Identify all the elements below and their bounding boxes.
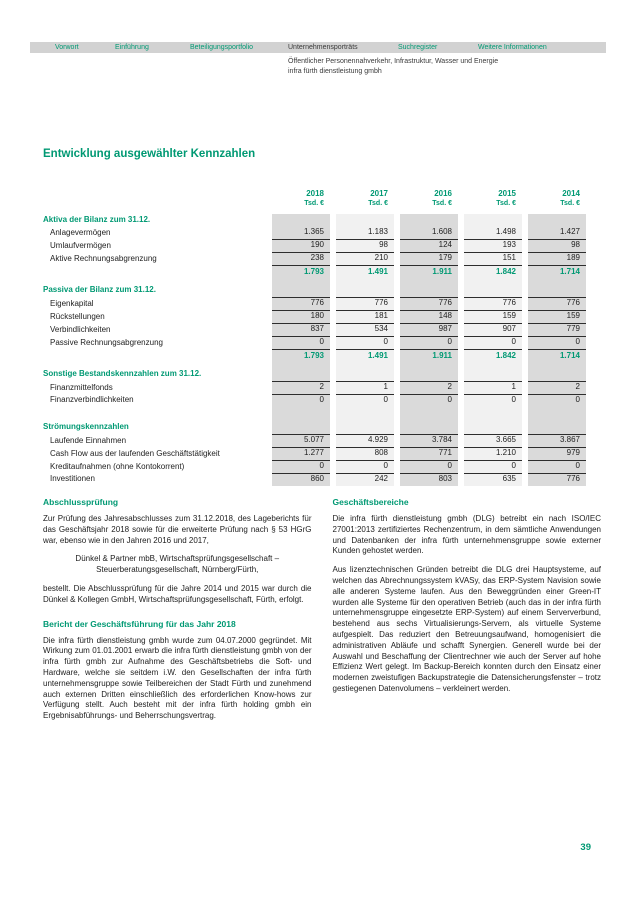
value-cell: 180: [272, 311, 330, 324]
value-cell: 1.427: [528, 227, 586, 240]
row-label: Cash Flow aus der laufenden Geschäftstätigkeit: [50, 449, 220, 458]
heading-bericht-geschaeftsfuehrung: Bericht der Geschäftsführung für das Jahr 2018: [43, 618, 236, 629]
value-cell: [528, 214, 586, 227]
table-row: [43, 474, 586, 486]
page-number: 39: [580, 842, 591, 853]
value-cell: 1.608: [400, 227, 458, 240]
row-label: Rückstellungen: [50, 312, 105, 321]
value-cell: 1.793: [272, 350, 330, 363]
value-cell: 0: [400, 461, 458, 474]
value-cell: 193: [464, 240, 522, 253]
value-cell: 987: [400, 324, 458, 337]
row-label: Investitionen: [50, 474, 95, 483]
table-row: [43, 448, 586, 461]
row-label: [43, 350, 266, 363]
value-cell: 1.183: [336, 227, 394, 240]
value-cell: 1.842: [464, 266, 522, 279]
paragraph: Aus lizenztechnischen Gründen betreibt die DLG drei Hauptsysteme, auf welchen das Abrechnungssystem kVASy, das ERP-System Navision sowie alle anderen Systeme laufen. Aus den Beweggründen einer Green-IT wurden alle Systeme für den operativen Betrieb (auch das in der infra fürth unternehmensgruppe eingesetzte ERP-System) auf einem Serververbund, bestehend aus sechs Virtualisierungs-Servern, als virtuelle Systeme aufgespielt. Das reduziert den Betreuungsaufwand, homogenisiert die administrativen Abläufe und schafft Synergien. Generell wurde bei der Auswahl und Beschaffung der Clientrechner wie auch der Server auf hohe Effizienz Wert gelegt. Im Backup-Bereich konnten durch den Einsatz einer modernen zweistufigen Backupstrategie die Datensicherungsfenster – trotz gestiegenen Datenvolumens – verkleinert werden.: [332, 565, 601, 693]
value-cell: 534: [336, 324, 394, 337]
value-cell: 1.714: [528, 266, 586, 279]
value-cell: 776: [528, 474, 586, 486]
value-cell: 2: [400, 381, 458, 395]
value-cell: 776: [400, 297, 458, 311]
article-column-left: [43, 497, 312, 730]
nav-item-vorwort[interactable]: Vorwort: [55, 44, 79, 51]
table-row: [43, 337, 586, 350]
value-cell: 4.929: [336, 434, 394, 448]
value-cell: 159: [464, 311, 522, 324]
value-cell: 0: [272, 395, 330, 407]
nav-item-einf-hrung[interactable]: Einführung: [115, 44, 149, 51]
heading-abschlusspruefung: Abschlussprüfung: [43, 497, 119, 507]
value-cell: [464, 368, 522, 381]
row-label: Laufende Einnahmen: [50, 436, 127, 445]
value-cell: [400, 284, 458, 297]
value-cell: 837: [272, 324, 330, 337]
context-company: infra fürth dienstleistung gmbh: [288, 68, 382, 75]
table-row: [43, 381, 586, 395]
value-cell: 3.784: [400, 434, 458, 448]
value-cell: 1.714: [528, 350, 586, 363]
row-label: Aktiva der Bilanz zum 31.12.: [43, 215, 151, 224]
value-cell: 1.365: [272, 227, 330, 240]
value-cell: 181: [336, 311, 394, 324]
row-label: Anlagevermögen: [50, 228, 111, 237]
value-cell: 0: [464, 395, 522, 407]
value-cell: 238: [272, 253, 330, 266]
paragraph: Die infra fürth dienstleistung gmbh wurde zum 04.07.2000 gegründet. Mit Wirkung zum 01.01.2001 erwarb die infra fürth dienstleistung gmbh von der infra fürth gmbh zur Aufnahme des Geschäftsbetriebs die Soft- und Hardware, welche sie seitdem i.W. den Gesellschaften der infra fürth unternehmensgruppe sowie Teilbereichen der Stadt Fürth und zunehmend auch externen Dritten einschließlich des erforderlichen Know-hows zur Verfügung stellt. Auch besteht mit der infra fürth holding gmbh ein Ergebnisabführungs- und Beherrschungsvertrag.: [43, 635, 312, 721]
value-cell: 0: [528, 461, 586, 474]
context-category: Öffentlicher Personennahverkehr, Infrastruktur, Wasser und Energie: [288, 58, 499, 65]
value-cell: [336, 214, 394, 227]
value-cell: 0: [464, 337, 522, 350]
row-label: Finanzverbindlichkeiten: [50, 395, 134, 404]
table-row: [43, 311, 586, 324]
row-label: Aktive Rechnungsabgrenzung: [50, 254, 157, 263]
value-cell: 1.491: [336, 266, 394, 279]
value-cell: [464, 284, 522, 297]
row-label: [43, 266, 266, 279]
value-cell: 159: [528, 311, 586, 324]
heading-geschaeftsbereiche: Geschäftsbereiche: [332, 497, 409, 507]
value-cell: 0: [528, 337, 586, 350]
value-cell: 1.498: [464, 227, 522, 240]
articles: [43, 497, 601, 730]
column-header-2014: 2014 Tsd. €: [560, 189, 580, 207]
value-cell: [272, 214, 330, 227]
value-cell: 808: [336, 448, 394, 461]
value-cell: 803: [400, 474, 458, 486]
value-cell: [272, 368, 330, 381]
nav-item-weitere-informationen[interactable]: Weitere Informationen: [478, 44, 547, 51]
top-nav: [30, 42, 606, 53]
table-row: [43, 240, 586, 253]
paragraph: bestellt. Die Abschlussprüfung für die Jahre 2014 und 2015 war durch die Dünkel & Kollegen GmbH, Wirtschaftsprüfungsgesellschaft, Fürth, erfolgt.: [43, 583, 312, 604]
table-row: [43, 461, 586, 474]
value-cell: 3.867: [528, 434, 586, 448]
table-row: [43, 434, 586, 448]
value-cell: 1: [336, 381, 394, 395]
kennzahlen-table: [43, 188, 586, 486]
value-cell: 148: [400, 311, 458, 324]
value-cell: 242: [336, 474, 394, 486]
value-cell: 0: [272, 461, 330, 474]
value-cell: 776: [336, 297, 394, 311]
row-label: Finanzmittelfonds: [50, 383, 113, 392]
column-header-2016: 2016 Tsd. €: [432, 189, 452, 207]
value-cell: 5.077: [272, 434, 330, 448]
value-cell: 1.491: [336, 350, 394, 363]
context-header: [288, 57, 498, 77]
table-row: [43, 324, 586, 337]
table-row: [43, 227, 586, 240]
table-spacer-row: [43, 407, 586, 421]
value-cell: [528, 368, 586, 381]
row-label: Strömungskennzahlen: [43, 422, 129, 431]
value-cell: 190: [272, 240, 330, 253]
row-label: Verbindlichkeiten: [50, 325, 111, 334]
page-title: Entwicklung ausgewählter Kennzahlen: [43, 148, 256, 160]
table-row: [43, 297, 586, 311]
value-cell: 0: [400, 395, 458, 407]
value-cell: [336, 368, 394, 381]
paragraph-auditor: Dünkel & Partner mbB, Wirtschaftsprüfungsgesellschaft – Steuerberatungsgesellschaft, Nürnberg/Fürth,: [75, 554, 280, 575]
value-cell: 860: [272, 474, 330, 486]
nav-item-unternehmensportr-ts[interactable]: Unternehmensporträts: [288, 44, 358, 51]
value-cell: 635: [464, 474, 522, 486]
value-cell: [336, 421, 394, 434]
paragraph: Die infra fürth dienstleistung gmbh (DLG) betreibt ein nach ISO/IEC 27001:2013 zertifiziertes Rechenzentrum, in dem sämtliche Anwendungen und Datenbanken der infra fürth unternehmensgruppe sowie externer Kunden gehostet werden.: [332, 514, 601, 556]
row-label: Kreditaufnahmen (ohne Kontokorrent): [50, 462, 185, 471]
value-cell: 2: [528, 381, 586, 395]
table-section-row: [43, 368, 586, 381]
value-cell: 979: [528, 448, 586, 461]
value-cell: 776: [464, 297, 522, 311]
value-cell: [528, 421, 586, 434]
row-label: Eigenkapital: [50, 299, 94, 308]
value-cell: 1.277: [272, 448, 330, 461]
value-cell: 907: [464, 324, 522, 337]
value-cell: [528, 284, 586, 297]
nav-item-suchregister[interactable]: Suchregister: [398, 44, 438, 51]
value-cell: [400, 368, 458, 381]
value-cell: 1.793: [272, 266, 330, 279]
value-cell: [400, 214, 458, 227]
paragraph: Zur Prüfung des Jahresabschlusses zum 31.12.2018, des Lageberichts für das Geschäftsjahr 2018 sowie für die erweiterte Prüfung nach § 53 HGrG war, ebenso wie in den Jahren 2016 und 2017,: [43, 514, 312, 545]
value-cell: 0: [336, 337, 394, 350]
value-cell: [464, 421, 522, 434]
value-cell: 98: [336, 240, 394, 253]
column-header-2018: 2018 Tsd. €: [304, 189, 324, 207]
value-cell: 0: [400, 337, 458, 350]
value-cell: 124: [400, 240, 458, 253]
value-cell: 0: [528, 395, 586, 407]
value-cell: 151: [464, 253, 522, 266]
column-header-2017: 2017 Tsd. €: [368, 189, 388, 207]
table-section-row: [43, 284, 586, 297]
value-cell: [272, 284, 330, 297]
table-row: [43, 395, 586, 407]
value-cell: 179: [400, 253, 458, 266]
value-cell: [336, 284, 394, 297]
value-cell: 779: [528, 324, 586, 337]
value-cell: 2: [272, 381, 330, 395]
row-label: Sonstige Bestandskennzahlen zum 31.12.: [43, 369, 202, 378]
value-cell: 1.911: [400, 350, 458, 363]
column-header-2015: 2015 Tsd. €: [496, 189, 516, 207]
value-cell: 776: [528, 297, 586, 311]
article-column-right: [333, 497, 602, 730]
row-label: Passiva der Bilanz zum 31.12.: [43, 285, 156, 294]
value-cell: [272, 421, 330, 434]
value-cell: 0: [336, 461, 394, 474]
table-total-row: [43, 350, 586, 363]
table-total-row: [43, 266, 586, 279]
value-cell: 98: [528, 240, 586, 253]
value-cell: 3.665: [464, 434, 522, 448]
value-cell: 1.842: [464, 350, 522, 363]
row-label: Passive Rechnungsabgrenzung: [50, 338, 163, 347]
value-cell: 776: [272, 297, 330, 311]
value-cell: 210: [336, 253, 394, 266]
value-cell: 771: [400, 448, 458, 461]
value-cell: 1.911: [400, 266, 458, 279]
value-cell: 189: [528, 253, 586, 266]
value-cell: 0: [464, 461, 522, 474]
value-cell: 0: [272, 337, 330, 350]
table-row: [43, 253, 586, 266]
value-cell: [464, 214, 522, 227]
nav-item-beteiligungsportfolio[interactable]: Beteiligungsportfolio: [190, 44, 254, 51]
table-section-row: [43, 214, 586, 227]
value-cell: 1.210: [464, 448, 522, 461]
value-cell: 0: [336, 395, 394, 407]
table-section-row: [43, 421, 586, 434]
row-label: Umlaufvermögen: [50, 241, 111, 250]
value-cell: 1: [464, 381, 522, 395]
value-cell: [400, 421, 458, 434]
table-header-row: [43, 188, 586, 211]
